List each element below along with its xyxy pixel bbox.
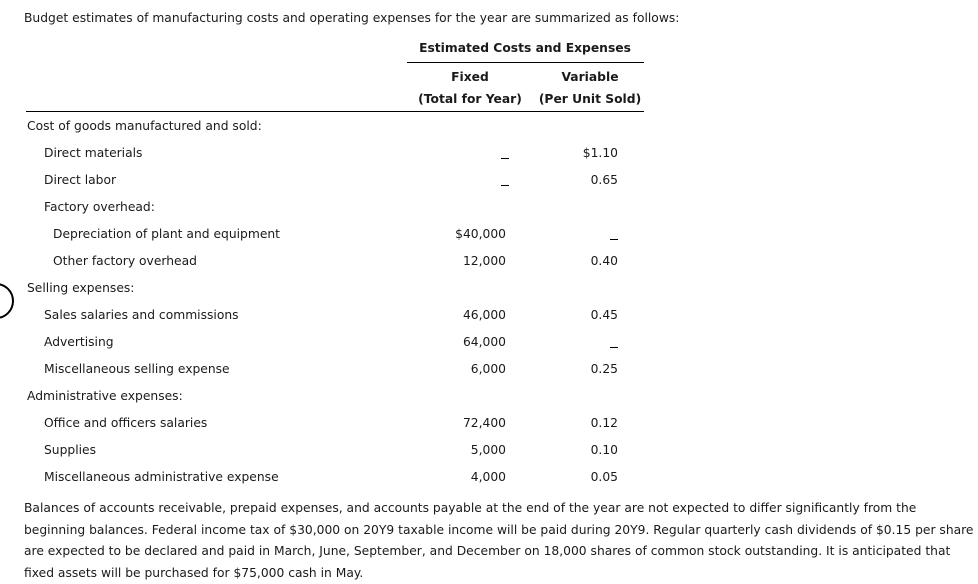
fixed-value: 4,000 [470,470,506,484]
variable-value: 0.45 [590,308,618,322]
fixed-value: 72,400 [462,416,506,430]
variable-value: 0.10 [590,443,618,457]
dash-mark [501,158,509,159]
fixed-value: 12,000 [462,254,506,268]
fixed-value: $40,000 [455,227,506,241]
row-label: Depreciation of plant and equipment [53,227,280,241]
col-fixed-subheader: (Total for Year) [418,92,522,106]
row-label: Sales salaries and commissions [44,308,239,322]
row-label: Administrative expenses: [27,389,183,403]
variable-value: 0.65 [590,173,618,187]
row-label: Advertising [44,335,114,349]
notes-paragraph: Balances of accounts receivable, prepaid expenses, and accounts payable at the end of the year are not expected to differ significantly from the beginning balances. Federal income tax of $30,000 on 20Y9 taxable income will be paid during 20Y9. Regular quarterly cash dividends of $0.15 per share are expected to be declared and paid in March, June, September, and December on 18,000 shares of common stock outstanding. It is anticipated that fixed assets will be purchased for $75,000 cash in May. [24,501,974,580]
header-underline [26,111,644,112]
dash-mark [501,185,509,186]
row-label: Direct labor [44,173,117,187]
col-variable-subheader: (Per Unit Sold) [538,92,642,106]
intro-text: Budget estimates of manufacturing costs and operating expenses for the year are summarized as follows: [24,11,680,25]
dash-mark [610,239,618,240]
fixed-value: 64,000 [462,335,506,349]
row-label: Supplies [44,443,97,457]
row-label: Factory overhead: [44,200,155,214]
row-label: Office and officers salaries [44,416,208,430]
cursor-circle-icon [0,283,14,319]
variable-value: 0.40 [590,254,618,268]
fixed-value: 6,000 [470,362,506,376]
fixed-value: 46,000 [462,308,506,322]
col-fixed-header: Fixed [451,70,489,84]
variable-value: 0.05 [590,470,618,484]
row-label: Other factory overhead [53,254,197,268]
dash-mark [610,347,618,348]
variable-value: 0.12 [590,416,618,430]
fixed-value: 5,000 [470,443,506,457]
col-variable-header: Variable [561,70,619,84]
row-label: Miscellaneous selling expense [44,362,230,376]
row-label: Selling expenses: [27,281,135,295]
table-title: Estimated Costs and Expenses [419,41,631,55]
row-label: Direct materials [44,146,143,160]
row-label: Cost of goods manufactured and sold: [27,119,262,133]
variable-value: 0.25 [590,362,618,376]
title-underline [407,62,644,63]
variable-value: $1.10 [582,146,618,160]
row-label: Miscellaneous administrative expense [44,470,279,484]
